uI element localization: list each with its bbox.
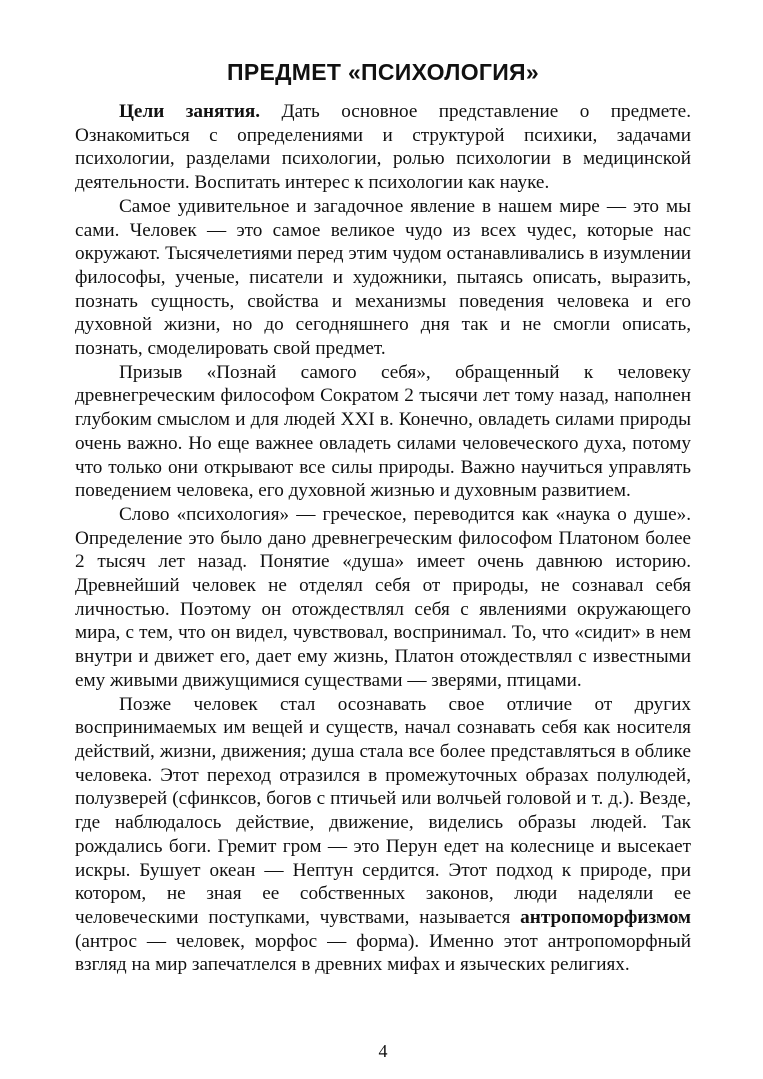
paragraph-4 [75, 693, 691, 977]
page-number: 4 [378, 1041, 388, 1061]
paragraph-2: Призыв «Познай самого себя», обращенный к человеку древнегреческим философом Сократом 2 тысячи лет тому назад, наполнен глубоким смыслом и для людей XXI в. Конечно, овладеть силами природы очень важно. Но еще важнее овладеть силами человеческого духа, потому что только они открывают все силы природы. Важно научиться управлять поведением человека, его духовной жизнью и духовным развитием. [75, 361, 691, 502]
term-anthropomorphism: антропоморфизмом [520, 906, 691, 928]
paragraph-3: Слово «психология» — греческое, переводится как «наука о душе». Определение это было дано древнегреческим философом Платоном более 2 тысяч лет назад. Понятие «душа» имеет очень давнюю историю. Древнейший человек не отделял себя от природы, не сознавал себя личностью. Поэтому он отождествлял себя с явлениями окружающего мира, с тем, что он видел, чувствовал, воспринимал. То, что «сидит» в нем внутри и движет его, дает ему жизнь, Платон отождествлял с известными ему живыми движущимися существами — зверями, птицами. [75, 503, 691, 691]
goals-text: Дать основное представление о предмете. Ознакомиться с определениями и структурой психики, задачами психологии, разделами психологии, ролью психологии в медицинской деятельности. Воспитать интерес к психологии как науке. [75, 101, 691, 194]
body-text [75, 100, 691, 977]
paragraph-4-end: (антрос — человек, морфос — форма). Именно этот антропоморфный взгляд на мир запечатлелся в древних мифах и языческих религиях. [75, 930, 691, 976]
goals-lead: Цели занятия. [119, 101, 261, 122]
page-title: ПРЕДМЕТ «ПСИХОЛОГИЯ» [227, 59, 539, 85]
paragraph-goals [75, 100, 691, 195]
paragraph-1: Самое удивительное и загадочное явление в нашем мире — это мы сами. Человек — это самое великое чудо из всех чудес, которые нас окружают. Тысячелетиями перед этим чудом останавливались в изумлении философы, ученые, писатели и художники, пытаясь описать, выразить, познать сущность, свойства и механизмы поведения человека и его духовной жизни, но до сегодняшнего дня так и не смогли описать, познать, смоделировать свой предмет. [75, 195, 691, 360]
paragraph-4-start: Позже человек стал осознавать свое отличие от других воспринимаемых им вещей и существ, начал сознавать себя как носителя действий, жизни, движения; душа стала все более представляться в облике человека. Этот переход отразился в промежуточных образах полулюдей, полузверей (сфинксов, богов с птичьей или волчьей головой и т. д.). Везде, где наблюдалось действие, движение, виделись образы людей. Так рождались боги. Гремит гром — это Перун едет на колеснице и высекает искры. Бушует океан — Нептун сердится. Этот подход к природе, при котором, не зная ее собственных законов, люди наделяли ее человеческими поступками, чувствами, называется [75, 693, 691, 928]
